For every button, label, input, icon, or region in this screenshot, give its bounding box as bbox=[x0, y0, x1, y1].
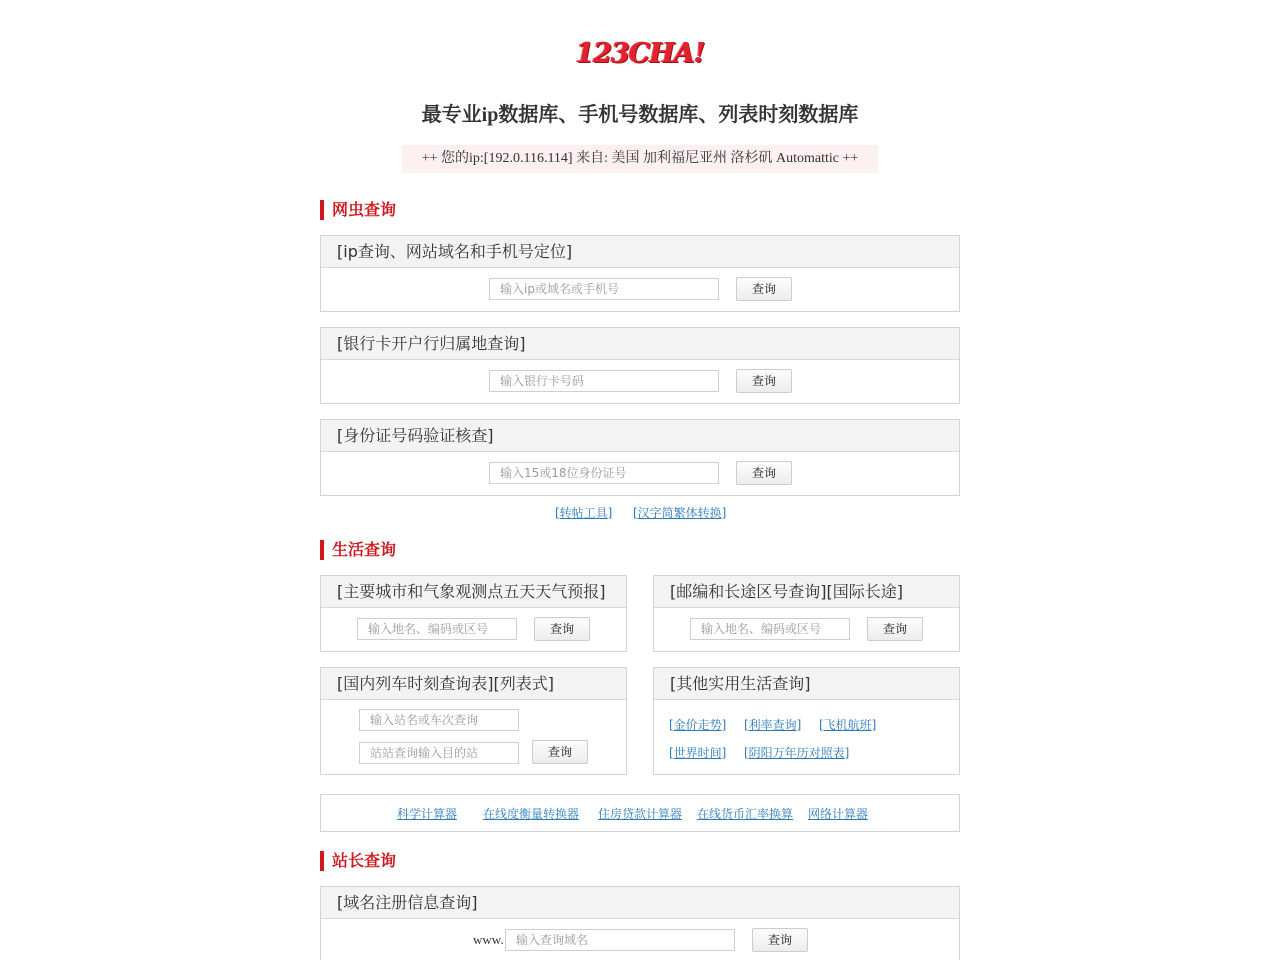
bank-card-input[interactable]: 输入银行卡号码 bbox=[489, 370, 719, 392]
postcode-query-title: [邮编和长途区号查询][国际长途] bbox=[654, 576, 959, 608]
train-query-title: [国内列车时刻查询表][列表式] bbox=[321, 668, 626, 700]
site-logo[interactable] bbox=[0, 38, 1280, 69]
train-destination-input[interactable]: 站站查询输入目的站 bbox=[359, 742, 519, 764]
section-title-shenghuo: 生活查询 bbox=[320, 540, 396, 560]
network-calculator-link[interactable]: 网络计算器 bbox=[808, 807, 869, 821]
chinese-convert-link[interactable]: [汉字简繁体转换] bbox=[633, 506, 727, 520]
whois-query-button[interactable]: 查询 bbox=[752, 928, 808, 952]
weather-query-button[interactable]: 查询 bbox=[534, 617, 590, 641]
idcard-query-button[interactable]: 查询 bbox=[736, 461, 792, 485]
postcode-query-box bbox=[653, 575, 960, 652]
idcard-query-box bbox=[320, 419, 960, 496]
world-time-link[interactable]: [世界时间] bbox=[669, 746, 727, 760]
postcode-query-button[interactable]: 查询 bbox=[867, 617, 923, 641]
bank-query-box bbox=[320, 327, 960, 404]
www-prefix-label: www. bbox=[473, 932, 504, 947]
weather-query-title: [主要城市和气象观测点五天天气预报] bbox=[321, 576, 626, 608]
postcode-input[interactable]: 输入地名、编码或区号 bbox=[690, 618, 850, 640]
calculator-links-box bbox=[320, 794, 960, 832]
idcard-query-title: [身份证号码验证核查] bbox=[321, 420, 959, 452]
ip-query-box bbox=[320, 235, 960, 312]
calendar-link[interactable]: [阴阳万年历对照表] bbox=[744, 746, 850, 760]
whois-query-box bbox=[320, 886, 960, 960]
whois-query-title: [域名注册信息查询] bbox=[321, 887, 959, 919]
logo-text: 123CHA! bbox=[575, 38, 705, 69]
ip-query-button[interactable]: 查询 bbox=[736, 277, 792, 301]
bank-query-button[interactable]: 查询 bbox=[736, 369, 792, 393]
weather-input[interactable]: 输入地名、编码或区号 bbox=[357, 618, 517, 640]
train-query-button[interactable]: 查询 bbox=[532, 740, 588, 764]
section-title-zhanzhang: 站长查询 bbox=[320, 851, 396, 871]
ip-query-title: [ip查询、网站域名和手机号定位] bbox=[321, 236, 959, 268]
other-query-box bbox=[653, 667, 960, 775]
ip-info-bar: ++ 您的ip:[192.0.116.114] 来自: 美国 加利福尼亚州 洛杉矶 Automattic ++ bbox=[402, 145, 878, 173]
gold-price-link[interactable]: [金价走势] bbox=[669, 718, 727, 732]
domain-input[interactable]: 输入查询域名 bbox=[505, 929, 735, 951]
bank-query-title: [银行卡开户行归属地查询] bbox=[321, 328, 959, 360]
other-query-title: [其他实用生活查询] bbox=[654, 668, 959, 700]
currency-converter-link[interactable]: 在线货币汇率换算 bbox=[697, 807, 794, 821]
train-query-box bbox=[320, 667, 627, 775]
interest-rate-link[interactable]: [利率查询] bbox=[744, 718, 802, 732]
section-title-wangchong: 网虫查询 bbox=[320, 200, 396, 220]
idcard-input[interactable]: 输入15或18位身份证号 bbox=[489, 462, 719, 484]
tagline: 最专业ip数据库、手机号数据库、列表时刻数据库 bbox=[421, 104, 859, 126]
train-station-input[interactable]: 输入站名或车次查询 bbox=[359, 709, 519, 731]
weather-query-box bbox=[320, 575, 627, 652]
ip-query-input[interactable]: 输入ip或域名或手机号 bbox=[489, 278, 719, 300]
repost-tool-link[interactable]: [转帖工具] bbox=[555, 506, 613, 520]
mortgage-calculator-link[interactable]: 住房贷款计算器 bbox=[598, 807, 683, 821]
unit-converter-link[interactable]: 在线度衡量转换器 bbox=[483, 807, 580, 821]
flight-link[interactable]: [飞机航班] bbox=[819, 718, 877, 732]
science-calculator-link[interactable]: 科学计算器 bbox=[397, 807, 458, 821]
